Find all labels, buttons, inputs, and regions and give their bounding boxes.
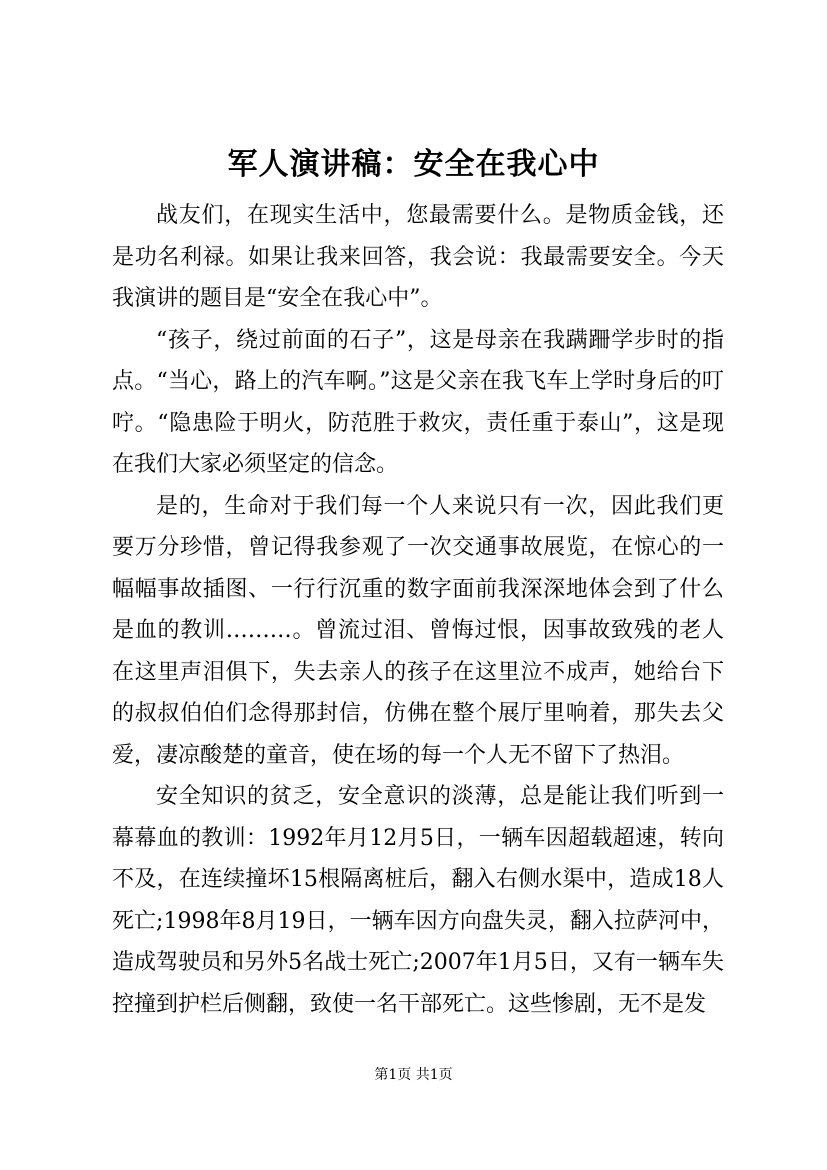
paragraph-1: 战友们，在现实生活中，您最需要什么。是物质金钱，还是功名利禄。如果让我来回答，我会说：我最需要安全。今天我演讲的题目是“安全在我心中”。 xyxy=(112,203,724,311)
paragraph-2: “孩子，绕过前面的石子”，这是母亲在我蹒跚学步时的指点。“当心，路上的汽车啊。”这是父亲在我飞车上学时身后的叮咛。“隐患险于明火，防范胜于救灾，责任重于泰山”，这是现在我们大家必须坚定的信念。 xyxy=(112,327,724,477)
document-body xyxy=(112,195,724,1025)
page-footer: 第1页 共1页 xyxy=(374,1067,453,1083)
paragraph-3: 是的，生命对于我们每一个人来说只有一次，因此我们更要万分珍惜，曾记得我参观了一次交通事故展览，在惊心的一幅幅事故插图、一行行沉重的数字面前我深深地体会到了什么是血的教训………。曾流过泪、曾悔过恨，因事故致残的老人在这里声泪俱下，失去亲人的孩子在这里泣不成声，她给台下的叔叔伯伯们念得那封信，仿佛在整个展厅里响着，那失去父爱，凄凉酸楚的童音，使在场的每一个人无不留下了热泪。 xyxy=(112,493,724,768)
paragraph-4: 安全知识的贫乏，安全意识的淡薄，总是能让我们听到一幕幕血的教训：1992年月12月5日，一辆车因超载超速，转向不及，在连续撞坏15根隔离桩后，翻入右侧水渠中，造成18人死亡;1998年8月19日，一辆车因方向盘失灵，翻入拉萨河中，造成驾驶员和另外5名战士死亡;2007年1月5日，又有一辆车失控撞到护栏后侧翻，致使一名干部死亡。这些惨剧，无不是发 xyxy=(112,784,724,1017)
document-title: 军人演讲稿：安全在我心中 xyxy=(227,147,600,182)
